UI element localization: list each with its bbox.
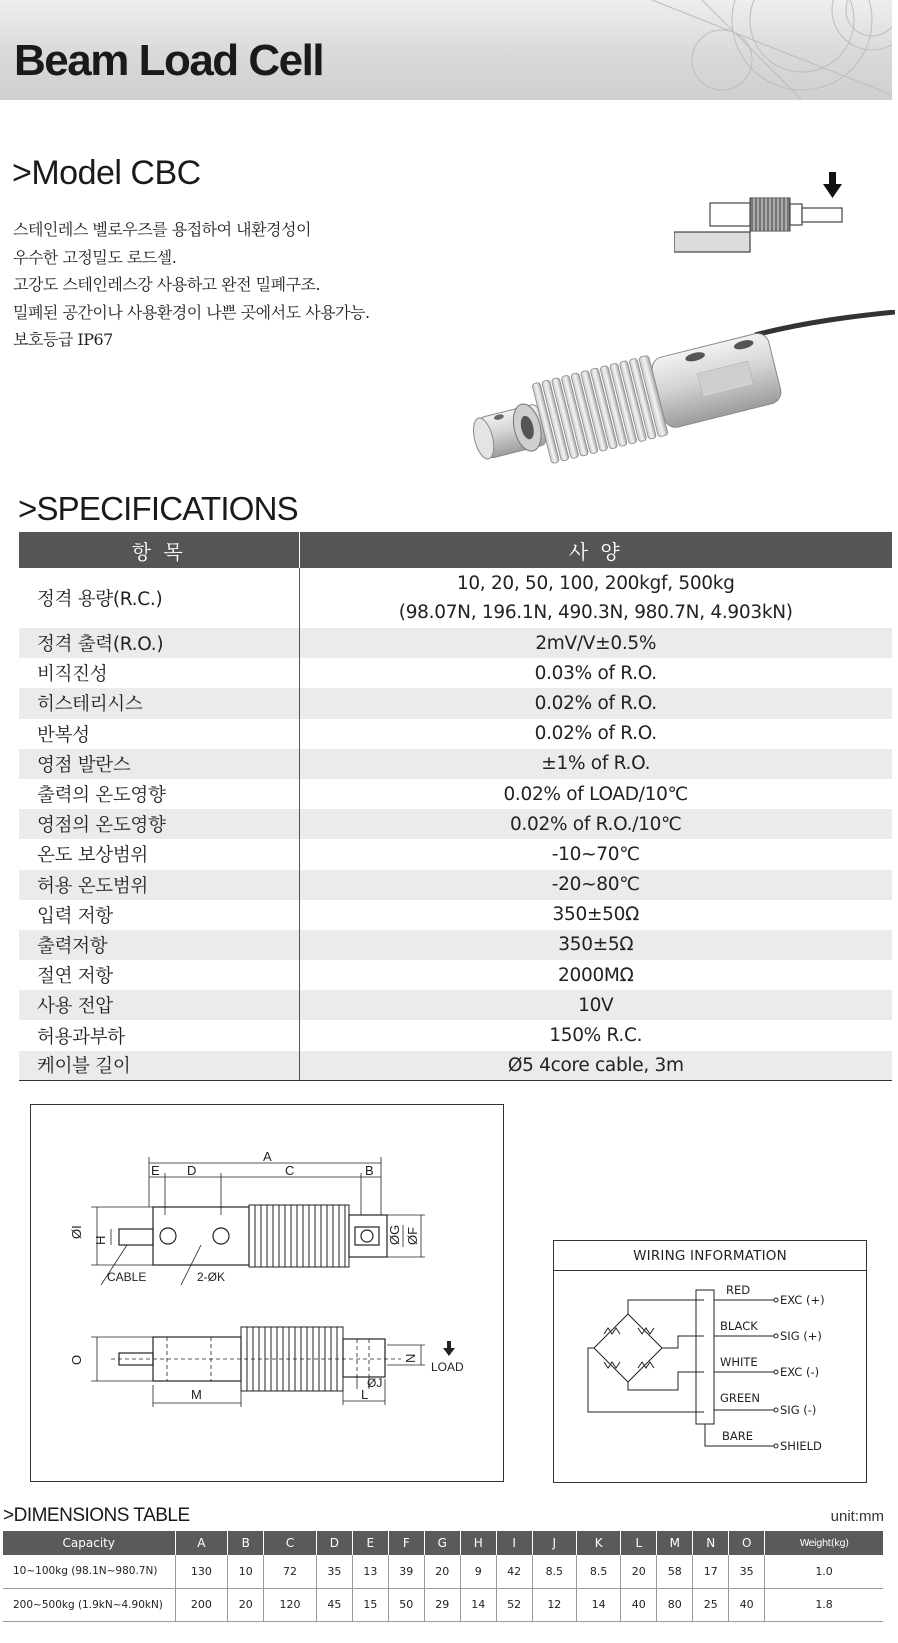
spec-item: 정격 용량(R.C.)	[37, 589, 163, 610]
spec-value: 0.02% of LOAD/10℃	[299, 779, 892, 809]
wiring-title: WIRING INFORMATION	[554, 1241, 866, 1271]
description-line: 밀폐된 공간이나 사용환경이 나쁜 곳에서도 사용가능.	[13, 302, 370, 322]
spec-value: 0.02% of R.O.	[299, 719, 892, 749]
spec-value	[299, 568, 892, 628]
description-line: 보호등급 IP67	[13, 330, 113, 349]
column-header: C	[264, 1531, 317, 1555]
table-cell: 14	[460, 1588, 496, 1621]
dimensions-table	[3, 1531, 883, 1622]
table-row	[19, 960, 892, 990]
load-label: LOAD	[431, 1360, 464, 1374]
table-cell: 14	[576, 1588, 620, 1621]
column-header: H	[460, 1531, 496, 1555]
description-line: 우수한 고정밀도 로드셀.	[13, 247, 177, 267]
table-cell: 42	[496, 1555, 532, 1588]
spec-value-line: (98.07N, 196.1N, 490.3N, 980.7N, 4.903kN)	[398, 602, 793, 623]
model-description	[13, 216, 483, 354]
table-cell: 1.0	[765, 1555, 883, 1588]
table-cell: 29	[424, 1588, 460, 1621]
column-header: N	[693, 1531, 729, 1555]
table-row	[19, 719, 892, 749]
dimension-label-b: B	[365, 1163, 374, 1178]
column-header: K	[576, 1531, 620, 1555]
wire-signal-sig-plus: SIG (+)	[780, 1329, 822, 1343]
table-cell: 130	[175, 1555, 228, 1588]
spec-item: 입력 저항	[37, 905, 113, 927]
wire-signal-exc-minus: EXC (-)	[780, 1365, 820, 1379]
table-cell: 50	[388, 1588, 424, 1621]
spec-item: 비직진성	[37, 664, 108, 686]
dimension-label-a: A	[263, 1149, 272, 1164]
spec-item: 사용 전압	[19, 990, 299, 1020]
column-header: J	[532, 1531, 576, 1555]
dimension-label-f: ØF	[405, 1226, 420, 1245]
spec-item: 출력저항	[19, 930, 299, 960]
down-arrow-icon	[823, 172, 842, 198]
table-header-row	[3, 1531, 883, 1555]
wire-color-black: BLACK	[720, 1319, 758, 1333]
table-row	[19, 900, 892, 930]
spec-item: 허용 온도범위	[19, 870, 299, 900]
wire-color-green: GREEN	[720, 1391, 761, 1405]
table-cell: 40	[729, 1588, 765, 1621]
table-cell: 52	[496, 1588, 532, 1621]
table-cell: 9	[460, 1555, 496, 1588]
table-cell: 200	[175, 1588, 228, 1621]
table-cell: 20	[228, 1588, 264, 1621]
table-cell: 10~100kg (98.1N~980.7N)	[3, 1555, 175, 1588]
spec-item: 온도 보상범위	[37, 845, 149, 867]
spec-value: -20~80℃	[299, 870, 892, 900]
table-row	[19, 568, 892, 628]
column-header: O	[729, 1531, 765, 1555]
wire-color-red: RED	[726, 1283, 751, 1297]
table-row	[3, 1555, 883, 1588]
spec-value-line: 10, 20, 50, 100, 200kgf, 500kg	[456, 573, 735, 594]
table-row	[19, 930, 892, 960]
table-cell: 39	[388, 1555, 424, 1588]
spec-item: 영점 발란스	[19, 749, 299, 779]
table-cell: 10	[228, 1555, 264, 1588]
beam-mounting-icon	[674, 168, 854, 258]
spec-item: 절연 저항	[37, 966, 113, 988]
wire-signal-sig-minus: SIG (-)	[780, 1403, 817, 1417]
specifications-table	[19, 532, 892, 1081]
spec-item: 히스테리시스	[19, 688, 299, 718]
wire-color-bare: BARE	[722, 1429, 754, 1443]
dimension-label-n: N	[403, 1353, 418, 1363]
wiring-information	[553, 1240, 867, 1483]
table-cell: 20	[621, 1555, 657, 1588]
table-cell: 20	[424, 1555, 460, 1588]
spec-value: ±1% of R.O.	[299, 749, 892, 779]
dimension-label-h: H	[93, 1235, 108, 1245]
load-arrow-icon	[443, 1341, 455, 1356]
table-cell: 25	[693, 1588, 729, 1621]
table-cell: 12	[532, 1588, 576, 1621]
specifications-heading: >SPECIFICATIONS	[18, 490, 298, 527]
spec-value: 0.02% of R.O./10℃	[299, 809, 892, 839]
table-cell: 8.5	[532, 1555, 576, 1588]
table-row	[19, 870, 892, 900]
table-row	[19, 809, 892, 839]
dimension-label-c: C	[285, 1163, 295, 1178]
model-heading: >Model CBC	[12, 154, 201, 192]
spec-value: 10V	[299, 990, 892, 1020]
spec-value: Ø5 4core cable, 3m	[299, 1051, 892, 1081]
dimensions-heading: >DIMENSIONS TABLE	[3, 1505, 190, 1526]
table-row	[19, 1020, 892, 1050]
spec-value: 150% R.C.	[299, 1020, 892, 1050]
spec-value: 0.02% of R.O.	[299, 688, 892, 718]
table-cell: 8.5	[576, 1555, 620, 1588]
drawing-canvas	[31, 1105, 503, 1481]
table-row	[19, 628, 892, 658]
spec-item: 반복성	[37, 724, 90, 746]
spec-value: 2000MΩ	[299, 960, 892, 990]
table-cell: 58	[657, 1555, 693, 1588]
table-cell: 13	[352, 1555, 388, 1588]
cable-label: CABLE	[107, 1270, 147, 1284]
spec-value: -10~70℃	[299, 839, 892, 869]
spec-item: 출력의 온도영향	[37, 785, 166, 807]
column-header: F	[388, 1531, 424, 1555]
dimension-label-i: ØI	[69, 1225, 84, 1239]
table-cell: 200~500kg (1.9kN~4.90kN)	[3, 1588, 175, 1621]
table-cell: 72	[264, 1555, 317, 1588]
table-row	[19, 1051, 892, 1081]
header-banner	[0, 0, 892, 100]
dimension-drawing	[30, 1104, 504, 1482]
table-cell: 120	[264, 1588, 317, 1621]
table-header-row	[19, 532, 892, 568]
column-header: B	[228, 1531, 264, 1555]
spec-item: 영점의 온도영향	[19, 809, 299, 839]
dimension-label-o: O	[69, 1354, 84, 1365]
wire-signal-exc-plus: EXC (+)	[780, 1293, 825, 1307]
dimension-label-e: E	[151, 1163, 160, 1178]
table-cell: 17	[693, 1555, 729, 1588]
table-row	[19, 688, 892, 718]
table-cell: 15	[352, 1588, 388, 1621]
dimension-label-g: ØG	[387, 1224, 402, 1245]
table-cell: 1.8	[765, 1588, 883, 1621]
header-decoration	[472, 0, 892, 100]
column-header: G	[424, 1531, 460, 1555]
column-header: M	[657, 1531, 693, 1555]
spec-value: 350±50Ω	[299, 900, 892, 930]
spec-item: 케이블 길이	[19, 1051, 299, 1081]
column-header: E	[352, 1531, 388, 1555]
table-row	[19, 658, 892, 688]
description-line: 고강도 스테인레스강 사용하고 완전 밀폐구조.	[13, 275, 321, 294]
unit-note: unit:mm	[830, 1508, 884, 1525]
column-header: Weight(kg)	[765, 1531, 883, 1555]
dimension-label-j: ØJ	[367, 1376, 383, 1390]
wire-signal-shield: SHIELD	[780, 1439, 822, 1453]
spec-item: 정격 출력(R.O.)	[19, 628, 299, 658]
column-header: A	[175, 1531, 228, 1555]
spec-value: 350±5Ω	[299, 930, 892, 960]
dimension-label-d: D	[187, 1163, 197, 1178]
table-row	[19, 779, 892, 809]
table-cell: 40	[621, 1588, 657, 1621]
table-cell: 35	[316, 1555, 352, 1588]
spec-value: 0.03% of R.O.	[299, 658, 892, 688]
description-line: 스테인레스 벨로우즈를 용접하여 내환경성이	[13, 220, 311, 239]
column-header-item: 항 목	[19, 532, 299, 568]
column-header: D	[316, 1531, 352, 1555]
column-header-value: 사 양	[299, 532, 892, 568]
table-row	[19, 839, 892, 869]
column-header: I	[496, 1531, 532, 1555]
page-title: Beam Load Cell	[14, 36, 324, 85]
load-cell-photo	[455, 310, 895, 475]
spec-item: 허용과부하	[37, 1026, 125, 1048]
wire-color-white: WHITE	[720, 1355, 758, 1369]
dimension-label-m: M	[191, 1387, 202, 1402]
holes-label: 2-ØK	[197, 1270, 226, 1284]
wiring-diagram	[554, 1272, 866, 1482]
table-cell: 80	[657, 1588, 693, 1621]
column-header: Capacity	[3, 1531, 175, 1555]
spec-value: 2mV/V±0.5%	[299, 628, 892, 658]
table-row	[19, 990, 892, 1020]
table-row	[19, 749, 892, 779]
table-cell: 35	[729, 1555, 765, 1588]
column-header: L	[621, 1531, 657, 1555]
dimension-label-l: L	[361, 1387, 369, 1402]
table-row	[3, 1588, 883, 1621]
table-cell: 45	[316, 1588, 352, 1621]
